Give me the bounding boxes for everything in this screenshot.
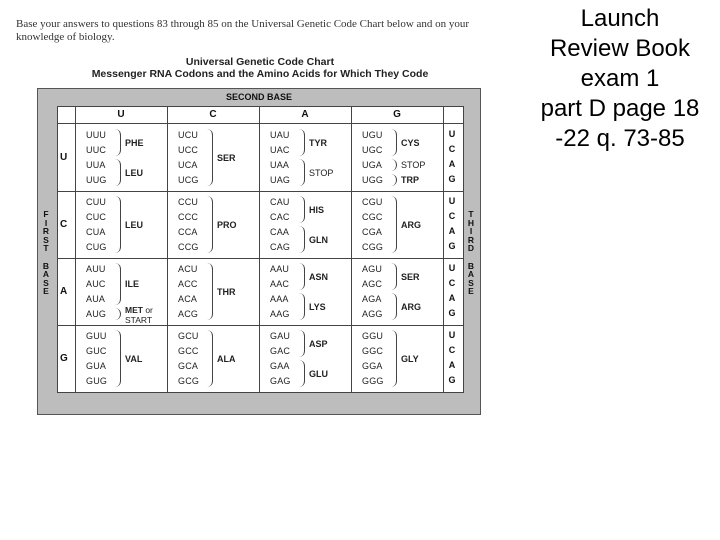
codon: CCC [178, 212, 199, 222]
amino-acid: STOP [309, 167, 334, 178]
third-base-letter: B [467, 260, 475, 271]
amino-acid: CYS [401, 137, 420, 148]
third-base-letter: G [448, 375, 456, 385]
third-base-letter: A [448, 159, 456, 169]
codon: AAA [270, 294, 289, 304]
codon: ACU [178, 264, 198, 274]
codon: GCA [178, 361, 199, 371]
codon: AGA [362, 294, 382, 304]
third-base-letter: D [467, 243, 475, 254]
codon: ACC [178, 279, 198, 289]
codon: AUU [86, 264, 106, 274]
codon: UCC [178, 145, 199, 155]
third-base-letter: C [448, 211, 456, 221]
codon: CCU [178, 197, 199, 207]
amino-acid: STOP [401, 160, 426, 170]
codon: CGA [362, 227, 383, 237]
first-base-letter: F [43, 209, 49, 219]
amino-acid: PHE [125, 137, 144, 148]
column-divider [259, 106, 260, 393]
codon: AAC [270, 279, 290, 289]
amino-acid-line: START [125, 315, 153, 325]
first-base-letter: A [42, 269, 50, 280]
codon: GUC [86, 346, 107, 356]
first-base-letter: B [42, 260, 50, 271]
third-base-letter: I [469, 226, 473, 237]
codon: AGU [362, 264, 383, 274]
column-divider [351, 106, 352, 393]
codon: UAC [270, 145, 290, 155]
amino-acid: LEU [125, 167, 143, 178]
codon-brace [299, 226, 305, 253]
third-base-letter: A [448, 293, 456, 303]
codon: CUU [86, 197, 107, 207]
codon: UAG [270, 175, 291, 185]
codon: GAA [270, 361, 290, 371]
codon-brace [299, 159, 305, 186]
third-base-letter: A [448, 360, 456, 370]
side-note-line: part D page 18 [540, 95, 700, 122]
codon: CGC [362, 212, 383, 222]
codon: AAG [270, 309, 290, 319]
amino-acid: GLU [309, 368, 328, 379]
first-base-letter: E [43, 286, 49, 297]
column-divider [443, 106, 444, 393]
codon: UUA [86, 160, 106, 170]
codon: CUC [86, 212, 107, 222]
codon-brace [299, 293, 305, 320]
side-note-line: Launch [580, 5, 660, 32]
codon-brace [391, 129, 397, 156]
codon: CGU [362, 197, 383, 207]
codon: UAA [270, 160, 290, 170]
side-note-line: exam 1 [580, 65, 660, 92]
amino-acid: ARG [401, 219, 421, 230]
third-base-letter: T [468, 209, 474, 219]
codon: GUG [86, 376, 108, 386]
chart-title [80, 56, 440, 80]
codon-brace [391, 196, 397, 253]
third-base-letter: G [448, 174, 456, 184]
third-base-label [464, 210, 478, 296]
amino-acid: VAL [125, 353, 143, 364]
amino-acid [125, 305, 153, 325]
second-base-header: U [117, 109, 125, 120]
codon-brace [115, 159, 121, 186]
codon-brace [299, 196, 305, 223]
codon-brace [299, 360, 305, 387]
amino-acid: GLN [309, 234, 328, 245]
third-base-letter: C [448, 278, 456, 288]
first-base-letter: S [43, 234, 49, 245]
codon: CAG [270, 242, 291, 252]
codon-brace [207, 129, 213, 186]
codon: UUC [86, 145, 107, 155]
side-note-line: Review Book [549, 35, 691, 62]
codon-brace [115, 330, 121, 387]
third-base-letter: R [467, 234, 475, 245]
third-base-letter: A [448, 226, 456, 236]
amino-acid: LYS [309, 301, 326, 312]
amino-acid: ARG [401, 301, 421, 312]
codon: GCC [178, 346, 199, 356]
third-base-letter: U [448, 129, 456, 139]
third-base-letter: A [467, 269, 475, 280]
first-base-letter: U [60, 152, 68, 163]
third-base-letter: U [448, 263, 456, 273]
second-base-header: A [301, 109, 309, 120]
codon-brace [207, 330, 213, 387]
codon: GAU [270, 331, 291, 341]
second-base-label: SECOND BASE [225, 92, 292, 102]
codon: CCA [178, 227, 198, 237]
codon-brace [299, 263, 305, 290]
amino-acid: SER [217, 152, 236, 163]
codon: GCU [178, 331, 199, 341]
first-base-letter: S [43, 277, 49, 288]
intro-text: Base your answers to questions 83 through 85 on the Universal Genetic Code Chart below and on your knowledge of biology. [16, 18, 470, 43]
third-base-letter: C [448, 144, 456, 154]
codon: UUG [86, 175, 107, 185]
codon-brace [299, 330, 305, 357]
codon-brace [207, 263, 213, 320]
codon: CAC [270, 212, 290, 222]
codon-brace [391, 330, 397, 387]
codon: AUC [86, 279, 106, 289]
amino-acid: TYR [309, 137, 327, 148]
codon: AUA [86, 294, 106, 304]
codon: GGA [362, 361, 383, 371]
codon: AUG [86, 309, 107, 319]
third-base-letter: G [448, 308, 456, 318]
codon: AGC [362, 279, 383, 289]
codon: CGG [362, 242, 384, 252]
codon: GGU [362, 331, 384, 341]
first-base-letter: G [60, 353, 68, 364]
codon: UGC [362, 145, 383, 155]
codon: GGC [362, 346, 384, 356]
third-base-letter: S [468, 277, 474, 288]
codon-brace [391, 263, 397, 290]
amino-acid: ASN [309, 271, 329, 282]
codon: UCA [178, 160, 198, 170]
column-divider [75, 106, 76, 393]
row-divider [57, 258, 464, 259]
codon: GAG [270, 376, 291, 386]
amino-acid: ASP [309, 338, 328, 349]
codon: GGG [362, 376, 384, 386]
codon: GUU [86, 331, 107, 341]
amino-acid: LEU [125, 219, 143, 230]
row-divider [57, 191, 464, 192]
first-base-letter: I [44, 217, 48, 228]
third-base-letter: U [448, 330, 456, 340]
codon-brace [115, 129, 121, 156]
codon: UGA [362, 160, 383, 170]
codon-brace [391, 293, 397, 320]
third-base-letter: H [467, 217, 475, 228]
amino-acid: HIS [309, 204, 325, 215]
first-base-letter: C [60, 219, 68, 230]
chart-title-main: Universal Genetic Code Chart [185, 56, 335, 68]
chart-subtitle: Messenger RNA Codons and the Amino Acids for Which They Code [91, 68, 429, 80]
codon: UUU [86, 130, 107, 140]
codon: UCU [178, 130, 199, 140]
codon: UAU [270, 130, 290, 140]
codon: ACG [178, 309, 199, 319]
amino-acid: THR [217, 286, 236, 297]
amino-acid-line: MET or [125, 305, 153, 315]
column-divider [167, 106, 168, 393]
header-divider [57, 123, 464, 124]
codon: CCG [178, 242, 199, 252]
third-base-letter: E [468, 286, 474, 297]
third-base-letter: C [448, 345, 456, 355]
codon-brace [207, 196, 213, 253]
amino-acid: GLY [401, 353, 419, 364]
codon: ACA [178, 294, 198, 304]
codon: CAA [270, 227, 290, 237]
codon-brace [115, 263, 121, 305]
first-base-letter: A [60, 286, 68, 297]
codon: CAU [270, 197, 290, 207]
codon: GUA [86, 361, 107, 371]
codon: AGG [362, 309, 383, 319]
amino-acid: SER [401, 271, 420, 282]
codon-brace [299, 129, 305, 156]
side-note-line: -22 q. 73-85 [555, 125, 685, 152]
first-base-letter: R [42, 226, 50, 237]
codon: AAU [270, 264, 290, 274]
third-base-letter: U [448, 196, 456, 206]
first-base-letter: T [43, 243, 49, 254]
codon: GCG [178, 376, 200, 386]
third-base-letter: G [448, 241, 456, 251]
amino-acid: PRO [217, 219, 237, 230]
row-divider [57, 325, 464, 326]
first-base-label [39, 210, 53, 296]
codon: UGU [362, 130, 383, 140]
amino-acid: ALA [217, 353, 236, 364]
codon: UCG [178, 175, 199, 185]
codon: UGG [362, 175, 384, 185]
codon: CUG [86, 242, 107, 252]
codon: CUA [86, 227, 106, 237]
side-note [520, 4, 720, 154]
amino-acid: ILE [125, 279, 140, 289]
codon: GAC [270, 346, 291, 356]
second-base-header: C [209, 109, 217, 120]
amino-acid: TRP [401, 175, 419, 185]
codon-brace [115, 196, 121, 253]
second-base-header: G [393, 109, 401, 120]
